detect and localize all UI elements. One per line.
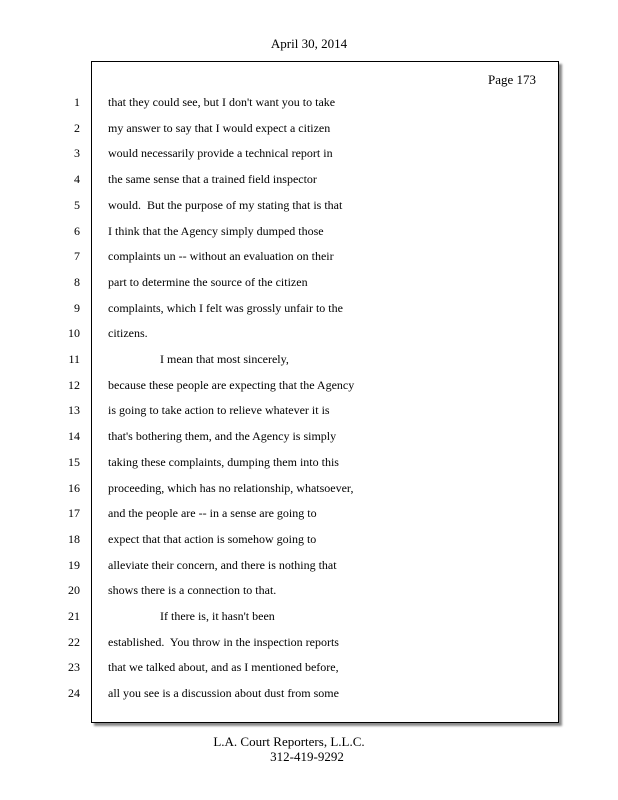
line-number: 6 bbox=[74, 224, 80, 238]
line-number: 12 bbox=[68, 378, 80, 392]
line-number: 13 bbox=[68, 403, 80, 417]
transcript-line: part to determine the source of the citizen bbox=[108, 275, 308, 289]
transcript-line: proceeding, which has no relationship, whatsoever, bbox=[108, 481, 354, 495]
transcript-line: would necessarily provide a technical report in bbox=[108, 146, 333, 160]
transcript-line: I think that the Agency simply dumped those bbox=[108, 224, 324, 238]
line-number: 18 bbox=[68, 532, 80, 546]
transcript-line: that we talked about, and as I mentioned before, bbox=[108, 660, 339, 674]
line-number: 16 bbox=[68, 481, 80, 495]
transcript-line: established. You throw in the inspection reports bbox=[108, 635, 339, 649]
transcript-line: and the people are -- in a sense are going to bbox=[108, 506, 317, 520]
line-number: 20 bbox=[68, 583, 80, 597]
line-number: 2 bbox=[74, 121, 80, 135]
line-number: 11 bbox=[68, 352, 80, 366]
line-number: 22 bbox=[68, 635, 80, 649]
transcript-line: citizens. bbox=[108, 326, 148, 340]
transcript-line: my answer to say that I would expect a citizen bbox=[108, 121, 331, 135]
line-number: 19 bbox=[68, 558, 80, 572]
transcript-line: that they could see, but I don't want you to take bbox=[108, 95, 336, 109]
line-number: 24 bbox=[68, 686, 80, 700]
line-number: 4 bbox=[74, 172, 80, 186]
transcript-line: I mean that most sincerely, bbox=[160, 352, 289, 366]
transcript-line: alleviate their concern, and there is nothing that bbox=[108, 558, 337, 572]
line-number: 9 bbox=[74, 301, 80, 315]
footer-company: L.A. Court Reporters, L.L.C. bbox=[213, 734, 365, 749]
transcript-line: complaints un -- without an evaluation on their bbox=[108, 249, 334, 263]
transcript-line: shows there is a connection to that. bbox=[108, 583, 277, 597]
transcript-line: all you see is a discussion about dust from some bbox=[108, 686, 339, 700]
line-number: 23 bbox=[68, 660, 80, 674]
transcript-line: that's bothering them, and the Agency is simply bbox=[108, 429, 337, 443]
transcript-line: because these people are expecting that the Agency bbox=[108, 378, 355, 392]
line-number: 3 bbox=[74, 146, 80, 160]
line-number: 21 bbox=[68, 609, 80, 623]
transcript-line: the same sense that a trained field inspector bbox=[108, 172, 317, 186]
line-number: 10 bbox=[68, 326, 80, 340]
transcript-line: is going to take action to relieve whatever it is bbox=[108, 403, 330, 417]
line-number: 1 bbox=[74, 95, 80, 109]
transcript-line: complaints, which I felt was grossly unfair to the bbox=[108, 301, 343, 315]
transcript-line: would. But the purpose of my stating that is that bbox=[108, 198, 343, 212]
transcript-line: taking these complaints, dumping them into this bbox=[108, 455, 339, 469]
line-number: 7 bbox=[74, 249, 80, 263]
transcript-line: expect that that action is somehow going to bbox=[108, 532, 317, 546]
header-date: April 30, 2014 bbox=[270, 36, 348, 51]
line-number: 17 bbox=[68, 506, 80, 520]
line-number: 15 bbox=[68, 455, 80, 469]
line-number: 8 bbox=[74, 275, 80, 289]
transcript-line: If there is, it hasn't been bbox=[160, 609, 275, 623]
page-number: Page 173 bbox=[487, 72, 536, 87]
line-number: 14 bbox=[68, 429, 80, 443]
footer-phone: 312-419-9292 bbox=[270, 749, 344, 764]
line-number: 5 bbox=[74, 198, 80, 212]
